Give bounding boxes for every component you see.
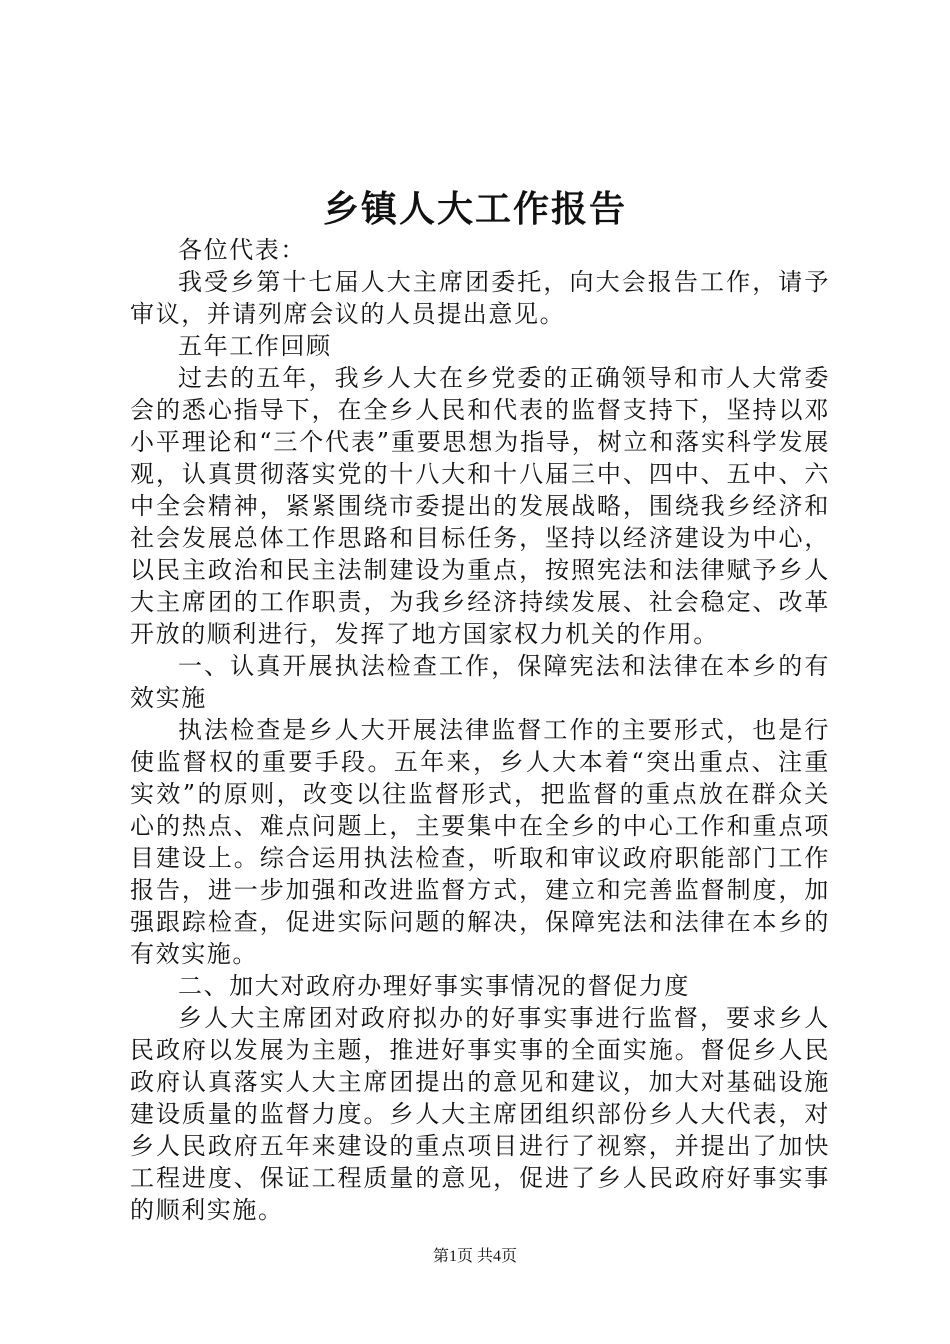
intro-paragraph: 我受乡第十七届人大主席团委托，向大会报告工作，请予审议，并请列席会议的人员提出意见。 (130, 268, 830, 328)
page-footer: 第1页 共4页 (432, 1248, 517, 1265)
section-heading-review: 五年工作回顾 (178, 332, 332, 360)
review-paragraph: 过去的五年，我乡人大在乡党委的正确领导和市人大常委会的悉心指导下，在全乡人民和代表的监督支持下，坚持以邓小平理论和“三个代表”重要思想为指导，树立和落实科学发展观，认真贯彻落实党的十八大和十八届三中、四中、五中、六中全会精神，紧紧围绕市委提出的发展战略，围绕我乡经济和社会发展总体工作思路和目标任务，坚持以经济建设为中心，以民主政治和民主法制建设为重点，按照宪法和法律赋予乡人大主席团的工作职责，为我乡经济持续发展、社会稳定、改革开放的顺利进行，发挥了地方国家权力机关的作用。 (130, 364, 830, 648)
section-1-paragraph: 执法检查是乡人大开展法律监督工作的主要形式，也是行使监督权的重要手段。五年来，乡人大本着“突出重点、注重实效”的原则，改变以往监督形式，把监督的重点放在群众关心的热点、难点问题上，主要集中在全乡的中心工作和重点项目建设上。综合运用执法检查，听取和审议政府职能部门工作报告，进一步加强和改进监督方式，建立和完善监督制度，加强跟踪检查，促进实际问题的解决，保障宪法和法律在本乡的有效实施。 (130, 716, 830, 968)
salutation-paragraph: 各位代表： (178, 236, 306, 264)
section-heading-1: 一、认真开展执法检查工作，保障宪法和法律在本乡的有效实施 (130, 652, 830, 712)
document-title: 乡镇人大工作报告 (322, 189, 627, 230)
document-body (130, 234, 830, 1226)
section-2-paragraph: 乡人大主席团对政府拟办的好事实事进行监督，要求乡人民政府以发展为主题，推进好事实事的全面实施。督促乡人民政府认真落实人大主席团提出的意见和建议，加大对基础设施建设质量的监督力度。乡人大主席团组织部份乡人大代表，对乡人民政府五年来建设的重点项目进行了视察，并提出了加快工程进度、保证工程质量的意见，促进了乡人民政府好事实事的顺利实施。 (130, 1004, 830, 1224)
section-heading-2: 二、加大对政府办理好事实事情况的督促力度 (178, 972, 690, 1000)
